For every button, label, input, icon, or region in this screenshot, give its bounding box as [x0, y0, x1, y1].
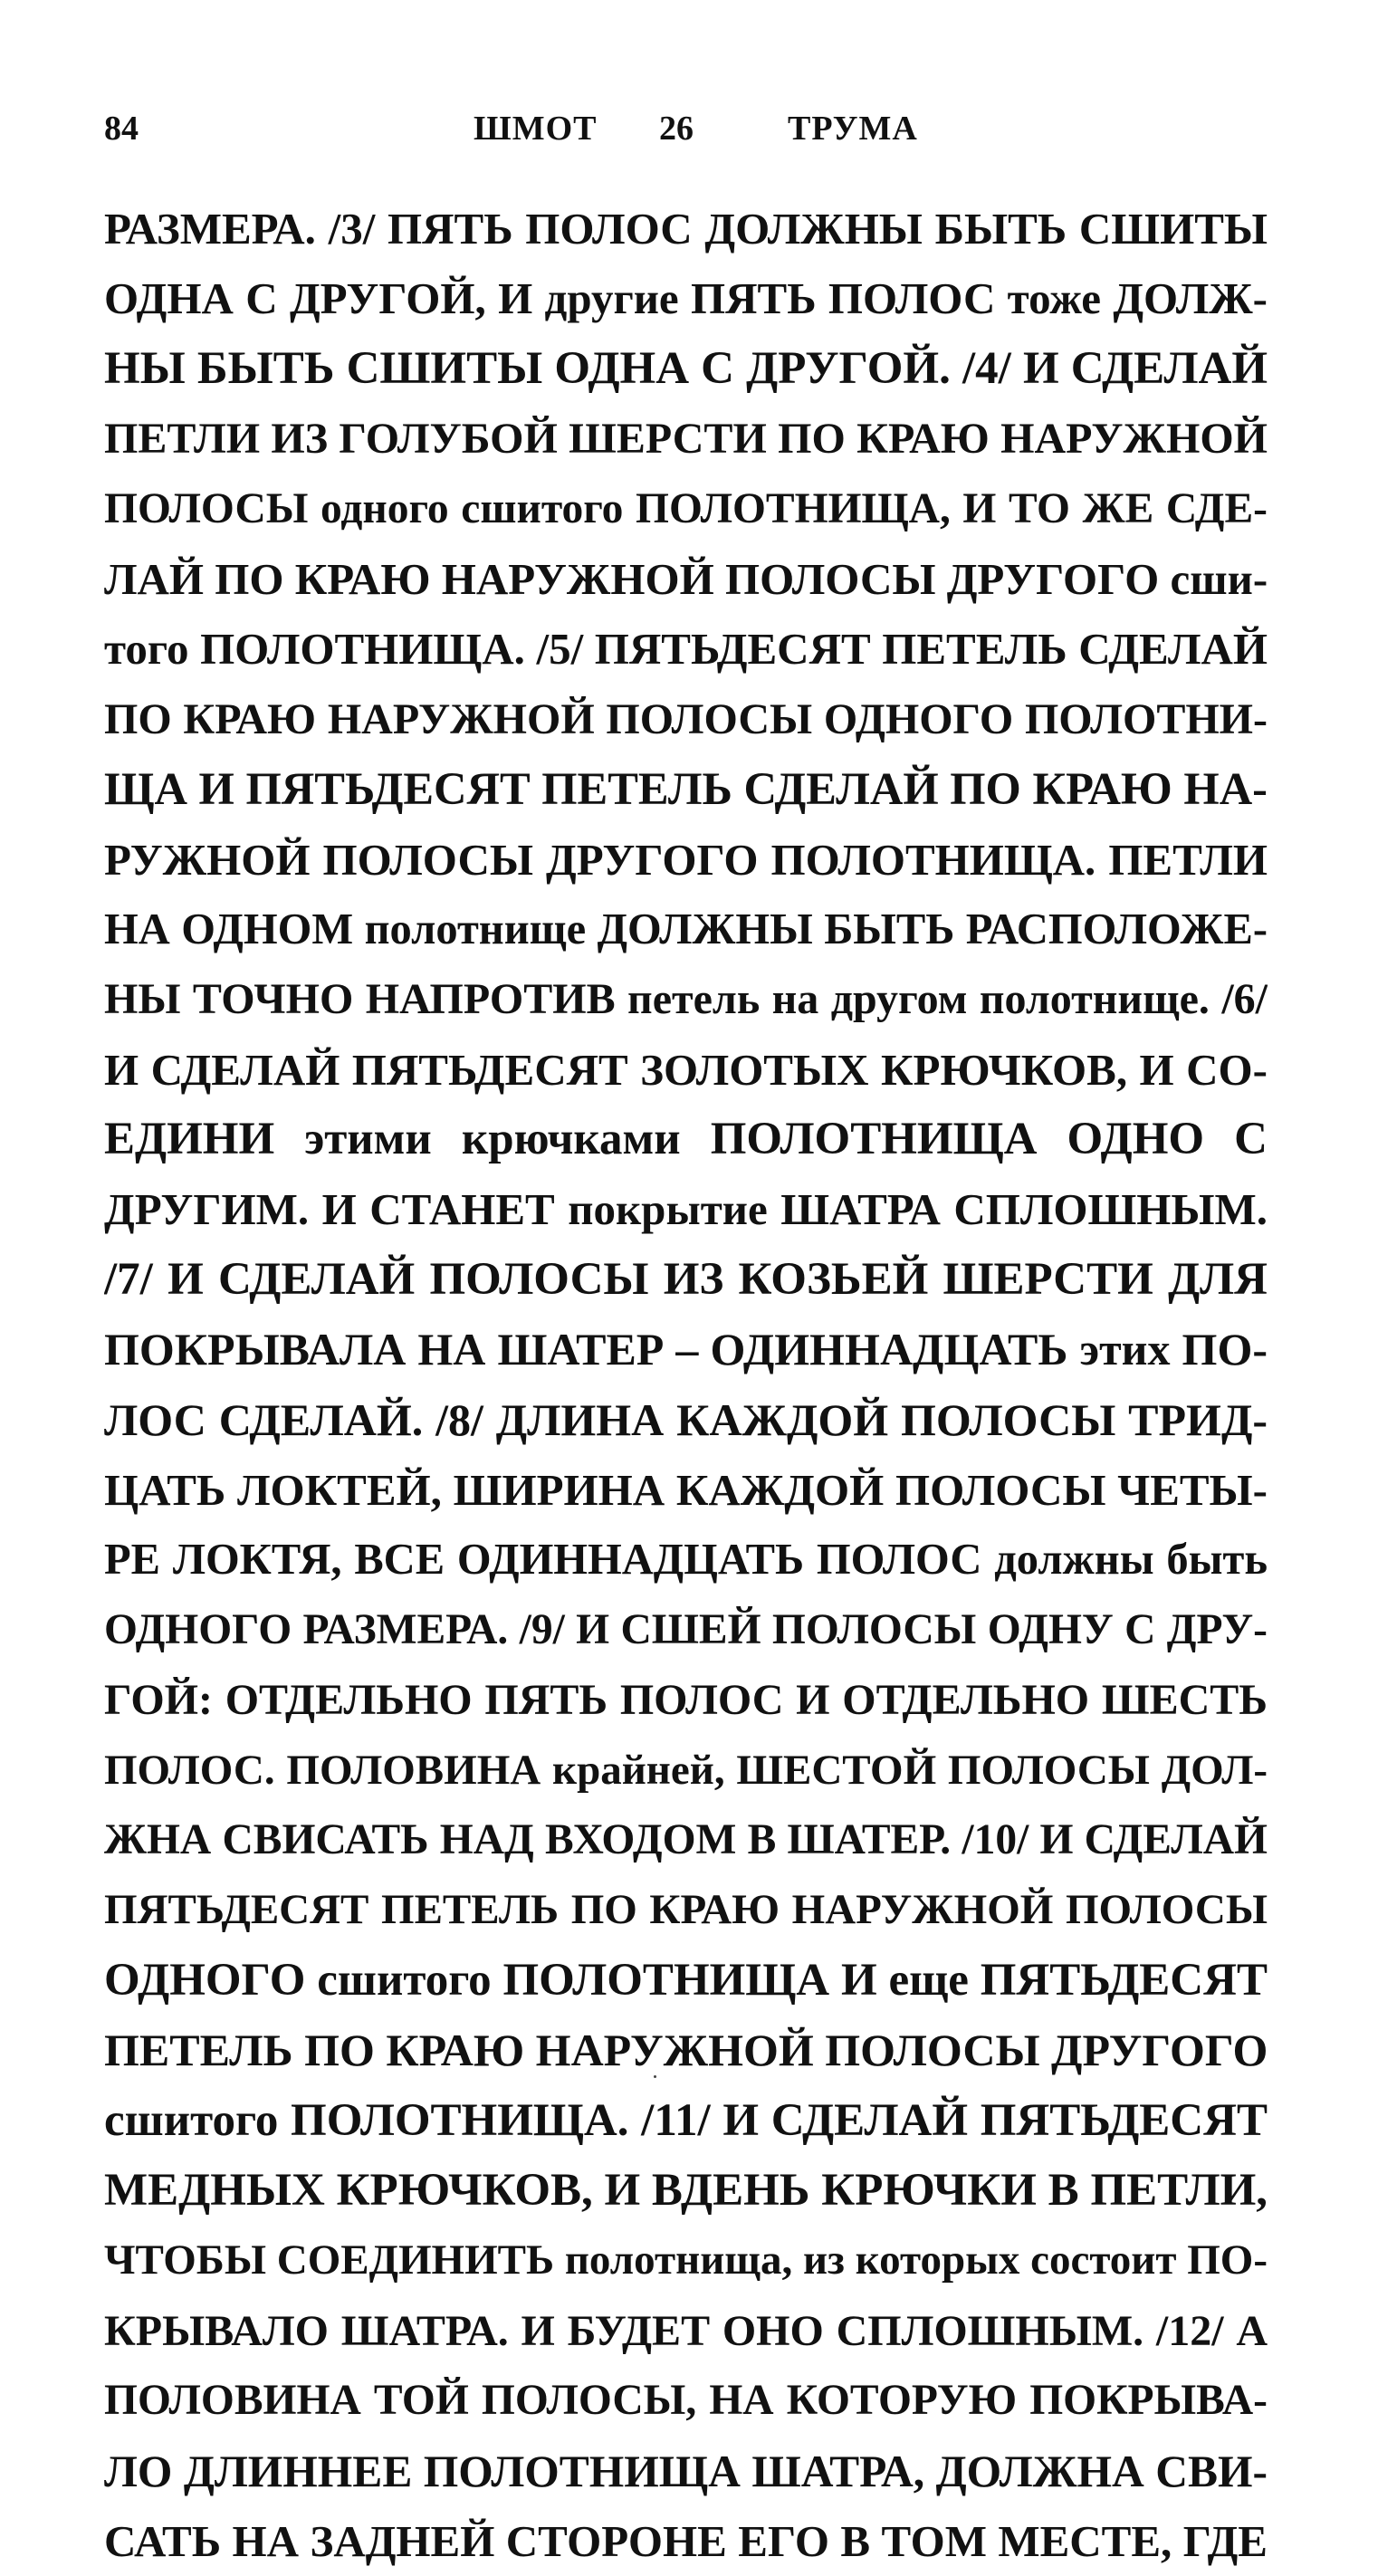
text-line: НА ОДНОМ полотнище ДОЛЖНЫ БЫТЬ РАСПОЛОЖЕ- — [104, 905, 1268, 953]
text-line: И СДЕЛАЙ ПЯТЬДЕСЯТ ЗОЛОТЫХ КРЮЧКОВ, И СО- — [104, 1044, 1268, 1095]
text-line: КРЫВАЛО ШАТРА. И БУДЕТ ОНО СПЛОШНЫМ. /12/ А — [104, 2306, 1268, 2355]
text-line: ОДНОГО РАЗМЕРА. /9/ И СШЕЙ ПОЛОСЫ ОДНУ С ДРУ- — [104, 1605, 1268, 1653]
text-line: НЫ БЫТЬ СШИТЫ ОДНА С ДРУГОЙ. /4/ И СДЕЛАЙ — [104, 342, 1268, 394]
text-line: РАЗМЕРА. /3/ ПЯТЬ ПОЛОС ДОЛЖНЫ БЫТЬ СШИТЫ — [104, 204, 1268, 254]
text-line: ГОЙ: ОТДЕЛЬНО ПЯТЬ ПОЛОС И ОТДЕЛЬНО ШЕСТЬ — [104, 1676, 1268, 1725]
text-line: того ПОЛОТНИЩА. /5/ ПЯТЬДЕСЯТ ПЕТЕЛЬ СДЕЛАЙ — [104, 624, 1268, 675]
text-line: ПОЛОВИНА ТОЙ ПОЛОСЫ, НА КОТОРУЮ ПОКРЫВА- — [104, 2377, 1268, 2425]
running-header — [104, 101, 1268, 156]
book-title: ШМОТ — [474, 110, 598, 148]
text-line: РУЖНОЙ ПОЛОСЫ ДРУГОГО ПОЛОТНИЩА. ПЕТЛИ — [104, 834, 1268, 885]
text-line: РЕ ЛОКТЯ, ВСЕ ОДИННАДЦАТЬ ПОЛОС должны быть — [104, 1536, 1268, 1585]
text-line: ПОЛОС. ПОЛОВИНА крайней, ШЕСТОЙ ПОЛОСЫ ДОЛ- — [104, 1746, 1268, 1794]
text-line: ПО КРАЮ НАРУЖНОЙ ПОЛОСЫ ОДНОГО ПОЛОТНИ- — [104, 694, 1268, 743]
page-number: 84 — [104, 110, 139, 148]
print-speck — [654, 2075, 656, 2078]
text-line: ПОЛОСЫ одного сшитого ПОЛОТНИЩА, И ТО ЖЕ СДЕ- — [104, 484, 1268, 532]
text-line: ДРУГИМ. И СТАНЕТ покрытие ШАТРА СПЛОШНЫМ. — [104, 1184, 1268, 1235]
text-line: /7/ И СДЕЛАЙ ПОЛОСЫ ИЗ КОЗЬЕЙ ШЕРСТИ ДЛЯ — [104, 1253, 1268, 1305]
body-text — [104, 194, 1268, 2576]
text-line: ЦАТЬ ЛОКТЕЙ, ШИРИНА КАЖДОЙ ПОЛОСЫ ЧЕТЫ- — [104, 1465, 1268, 1516]
text-line: ПЯТЬДЕСЯТ ПЕТЕЛЬ ПО КРАЮ НАРУЖНОЙ ПОЛОСЫ — [104, 1886, 1268, 1934]
text-line: ПЕТЕЛЬ ПО КРАЮ НАРУЖНОЙ ПОЛОСЫ ДРУГОГО — [104, 2025, 1268, 2076]
text-line: ЛОС СДЕЛАЙ. /8/ ДЛИНА КАЖДОЙ ПОЛОСЫ ТРИД- — [104, 1393, 1268, 1445]
text-line: ПЕТЛИ ИЗ ГОЛУБОЙ ШЕРСТИ ПО КРАЮ НАРУЖНОЙ — [104, 415, 1268, 464]
text-line: САТЬ НА ЗАДНЕЙ СТОРОНЕ ЕГО В ТОМ МЕСТЕ, ГДЕ — [104, 2515, 1268, 2566]
chapter-number: 26 — [659, 110, 694, 148]
parasha-name: ТРУМА — [788, 110, 918, 148]
text-line: ЖНА СВИСАТЬ НАД ВХОДОМ В ШАТЕР. /10/ И СДЕЛАЙ — [104, 1815, 1268, 1863]
text-line: ПОКРЫВАЛА НА ШАТЕР – ОДИННАДЦАТЬ этих ПО- — [104, 1324, 1268, 1375]
text-line: ОДНА С ДРУГОЙ, И другие ПЯТЬ ПОЛОС тоже ДОЛЖ- — [104, 273, 1268, 324]
text-line: ЕДИНИ этими крючками ПОЛОТНИЩА ОДНО С — [104, 1114, 1268, 1165]
text-line: НЫ ТОЧНО НАПРОТИВ петель на другом полотнище. /6/ — [104, 975, 1268, 1024]
text-line: сшитого ПОЛОТНИЩА. /11/ И СДЕЛАЙ ПЯТЬДЕСЯТ — [104, 2094, 1268, 2146]
text-line: ЩА И ПЯТЬДЕСЯТ ПЕТЕЛЬ СДЕЛАЙ ПО КРАЮ НА- — [104, 763, 1268, 815]
text-line: ЛАЙ ПО КРАЮ НАРУЖНОЙ ПОЛОСЫ ДРУГОГО сши- — [104, 553, 1268, 604]
text-line: ЧТОБЫ СОЕДИНИТЬ полотнища, из которых состоит ПО- — [104, 2236, 1268, 2284]
text-line: МЕДНЫХ КРЮЧКОВ, И ВДЕНЬ КРЮЧКИ В ПЕТЛИ, — [104, 2164, 1268, 2216]
text-line: ОДНОГО сшитого ПОЛОТНИЩА И еще ПЯТЬДЕСЯТ — [104, 1954, 1268, 2006]
text-line: ЛО ДЛИННЕЕ ПОЛОТНИЩА ШАТРА, ДОЛЖНА СВИ- — [104, 2446, 1268, 2496]
